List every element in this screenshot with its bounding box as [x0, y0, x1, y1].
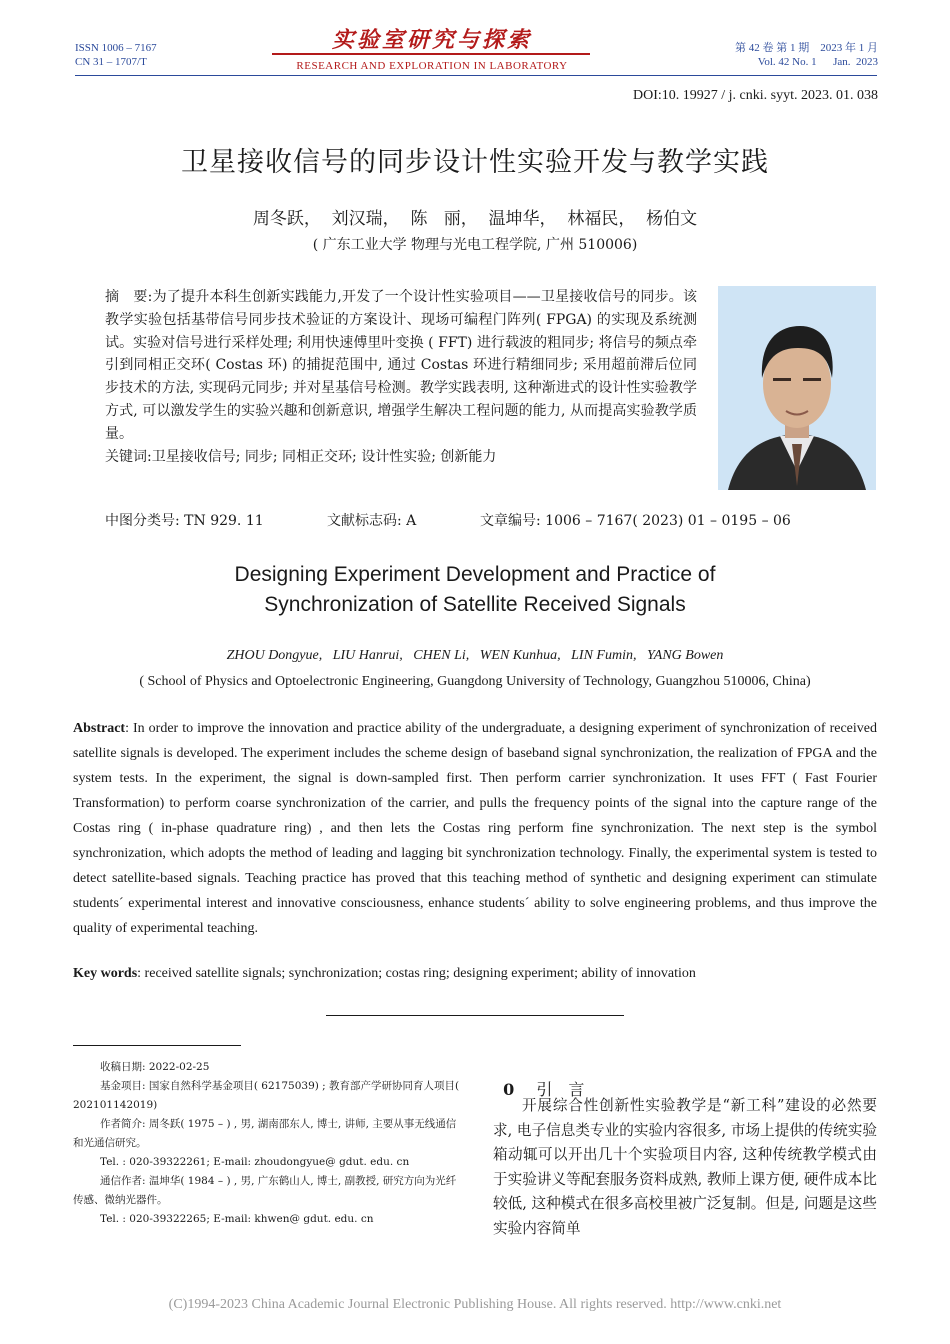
doi: DOI:10. 19927 / j. cnki. syyt. 2023. 01. 038	[633, 88, 878, 103]
abstract-en	[73, 716, 877, 941]
masthead-rule	[272, 53, 590, 55]
abstract-cn-label: 摘 要:	[105, 289, 153, 305]
paper-title-en	[0, 560, 950, 620]
issn-text: ISSN 1006 – 7167	[75, 42, 157, 54]
footnote-rule	[73, 1045, 241, 1046]
header-divider	[75, 75, 877, 76]
paper-title-cn: 卫星接收信号的同步设计性实验开发与教学实践	[181, 147, 769, 178]
keywords-cn-label: 关键词:	[105, 448, 152, 465]
class-number: 中图分类号: TN 929. 11	[105, 513, 264, 529]
abstract-en-text: : In order to improve the innovation and practice ability of the undergraduate, a designing experiment of synchronization of received satellite signals is developed. The experiment includes the scheme design of baseband signal synchronization, the realization of FPGA and the system tests. In the experiment, the signal is down-sampled first. Then perform carrier synchronization. It uses FFT ( Fast Fourier Transformation) to perform coarse synchronization of the carrier, and pulls the frequency points of the signal into the capture range of the Costas ring ( in-phase quadrature ring) , and then lets the Costas ring perform fine synchronization. The next step is the symbol synchronization, which adopts the method of leading and lagging bit synchronization technology. Finally, the experimental system is tested to detect satellite-based signals. Teaching practice has proved that this teaching method of synthetic and designing experiment can stimulate students´ experimental interest and innovative consciousness, enhance students´ ability to solve engineering problems, and thus improve the quality of experimental teaching.	[73, 721, 877, 936]
section-number: 0	[503, 1080, 515, 1099]
footnote-received: 收稿日期: 2022-02-25	[100, 1061, 210, 1073]
footnote-fund: 基金项目: 国家自然科学基金项目( 62175039) ; 教育部产学研协同育人项目( 202101142019)	[73, 1080, 460, 1111]
footnote-author: 作者简介: 周冬跃( 1975 – ) , 男, 湖南邵东人, 博士, 讲师, 主要从事无线通信和光通信研究。	[73, 1118, 457, 1149]
keywords-en-text: : received satellite signals; synchronization; costas ring; designing experiment; ability of innovation	[137, 966, 696, 981]
abstract-cn-text: 为了提升本科生创新实践能力,开发了一个设计性实验项目——卫星接收信号的同步。该教学实验包括基带信号同步技术验证的方案设计、现场可编程门阵列( FPGA) 的实现及系统测试。实验对信号进行采样处理; 利用快速傅里叶变换 ( FFT) 进行载波的粗同步; 将信号的频点牵引到同相正交环( Costas 环) 的捕捉范围中, 通过 Costas 环进行精细同步; 采用超前滞后位同步技术的方法, 实现码元同步; 并对星基信号检测。教学实践表明, 这种渐进式的设计性实验教学方式, 可以激发学生的实验兴趣和创新意识, 增强学生解决工程问题的能力, 从而提高实验教学质量。	[105, 289, 698, 442]
keywords-en-label: Key words	[73, 966, 138, 981]
document-code: 文献标志码: A	[327, 513, 417, 529]
affiliation-cn: ( 广东工业大学 物理与光电工程学院, 广州 510006)	[312, 237, 638, 253]
section-body	[493, 1094, 877, 1241]
paper-title-en-line1: Designing Experiment Development and Practice of	[234, 563, 716, 586]
abstract-en-label: Abstract	[73, 721, 126, 736]
section-divider	[326, 1015, 624, 1016]
keywords-cn: 卫星接收信号; 同步; 同相正交环; 设计性实验; 创新能力	[151, 448, 497, 465]
affiliation-en: ( School of Physics and Optoelectronic Engineering, Guangdong University of Technology, Guangzhou 510006, China)	[139, 674, 811, 689]
journal-masthead	[272, 27, 592, 73]
author-portrait-icon	[718, 286, 876, 490]
footnotes	[73, 1058, 465, 1229]
journal-codes	[75, 41, 157, 69]
abstract-cn	[105, 286, 697, 468]
footnote-author-contact: Tel. : 020-39322261; E-mail: zhoudongyue@ gdut. edu. cn	[100, 1156, 410, 1168]
section-title: 引 言	[536, 1080, 585, 1099]
authors-cn: 周冬跃， 刘汉瑞， 陈 丽， 温坤华， 林福民， 杨伯文	[252, 209, 698, 229]
cn-text: CN 31 – 1707/T	[75, 56, 147, 68]
issue-cn: 第 42 卷 第 1 期 2023 年 1 月	[735, 42, 878, 54]
authors-en: ZHOU Dongyue, LIU Hanrui, CHEN Li, WEN Kunhua, LIN Fumin, YANG Bowen	[226, 648, 724, 663]
issue-en: Vol. 42 No. 1 Jan. 2023	[757, 56, 878, 68]
journal-name-cn: 实验室研究与探索	[331, 27, 532, 53]
author-photo	[718, 286, 876, 490]
paper-title-en-line2: Synchronization of Satellite Received Signals	[264, 593, 686, 616]
issue-info	[735, 41, 878, 69]
section-paragraph: 开展综合性创新性实验教学是“新工科”建设的必然要求, 电子信息类专业的实验内容很多, 市场上提供的传统实验箱动辄可以开出几十个实验项目内容, 这种传统教学模式由于实验讲义等配套服务资料成熟, 教师上课方便, 硬件成本比较低, 这种模式在很多高校里被广泛复制。但是, 问题是这些实验内容简单	[493, 1097, 877, 1237]
article-number: 文章编号: 1006 – 7167( 2023) 01 – 0195 – 06	[480, 513, 791, 529]
footnote-corresponding-contact: Tel. : 020-39322265; E-mail: khwen@ gdut. edu. cn	[100, 1213, 374, 1225]
keywords-en	[73, 966, 877, 982]
journal-name-en: RESEARCH AND EXPLORATION IN LABORATORY	[296, 60, 568, 72]
copyright-watermark: (C)1994-2023 China Academic Journal Electronic Publishing House. All rights reserved. http://www.cnki.net	[168, 1297, 782, 1312]
footnote-corresponding: 通信作者: 温坤华( 1984 – ) , 男, 广东鹤山人, 博士, 副教授, 研究方向为光纤传感、微纳光器件。	[73, 1175, 457, 1206]
